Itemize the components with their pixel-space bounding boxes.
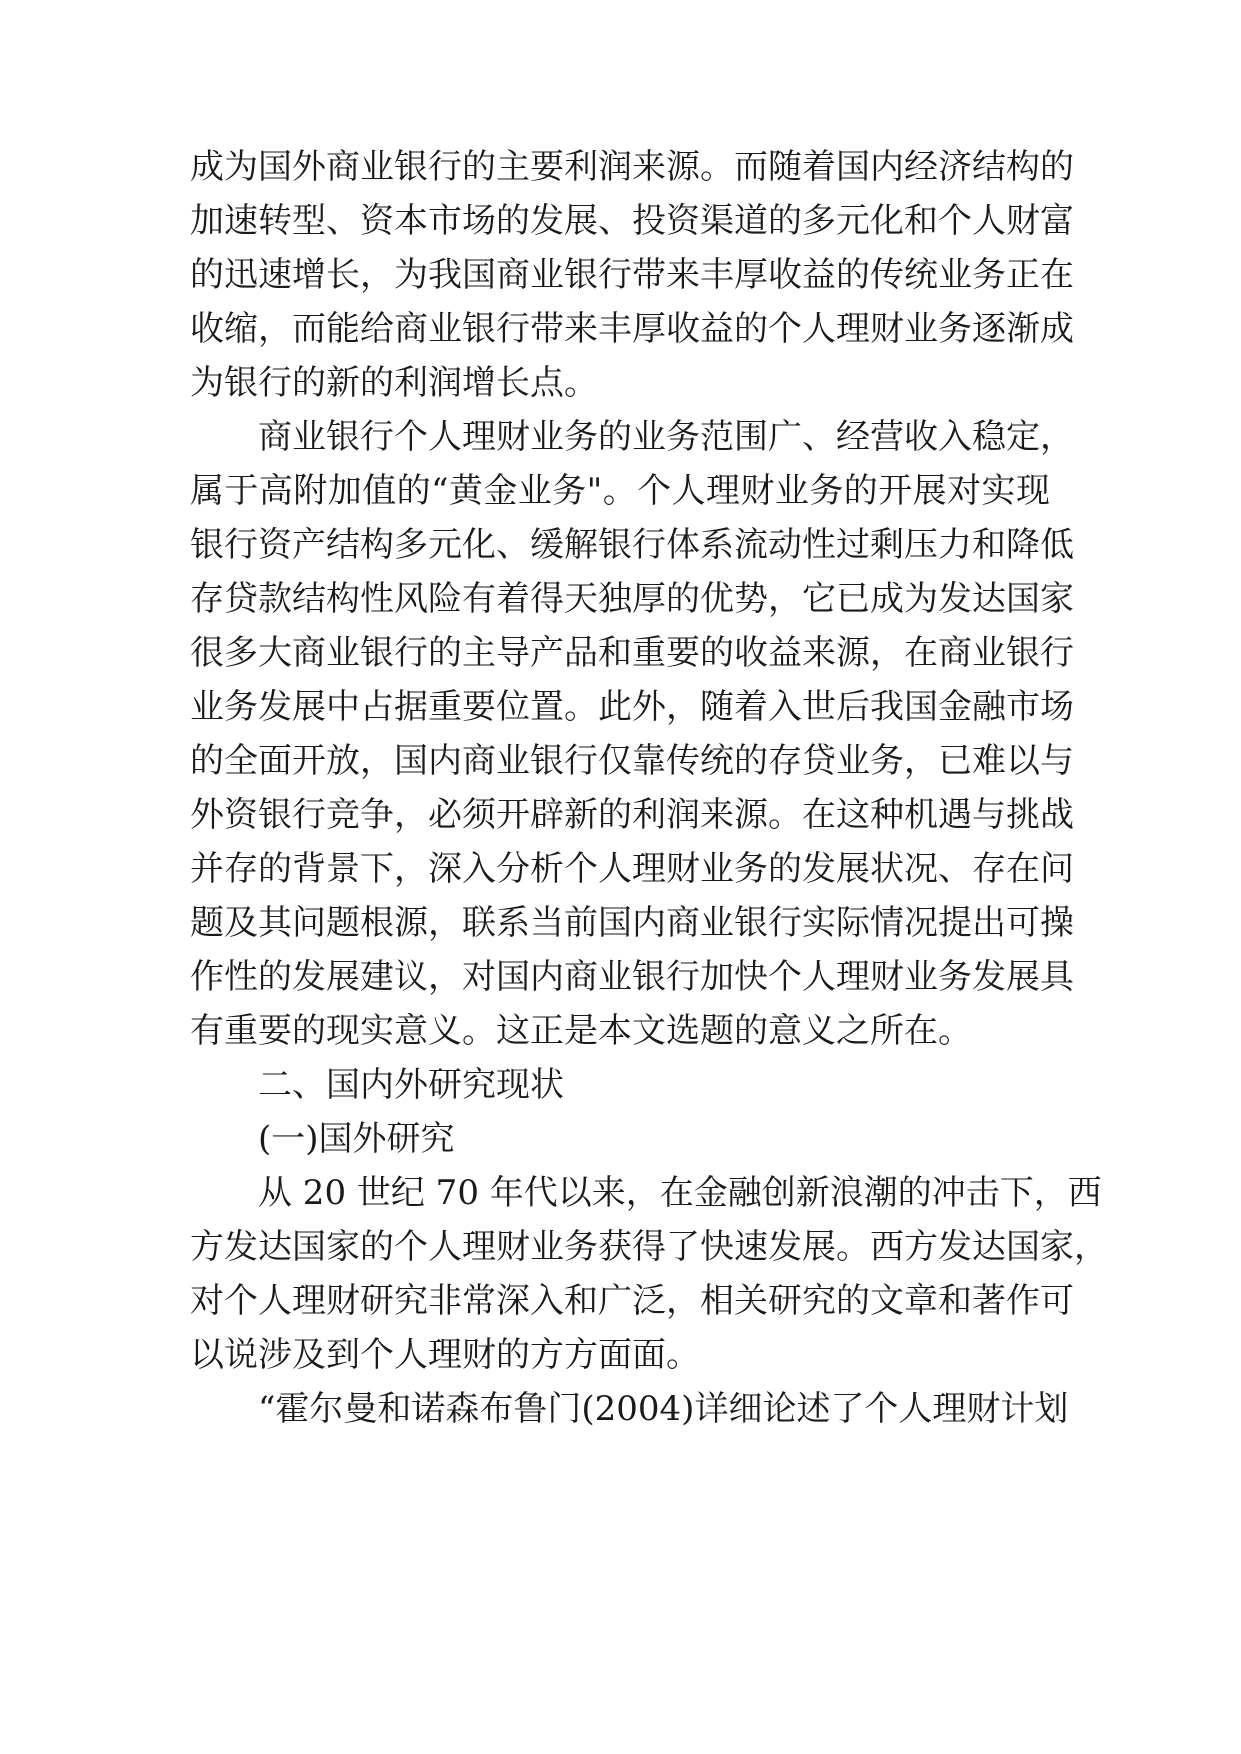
text-line: 以说涉及到个人理财的方方面面。 [190,1335,700,1375]
text-line: 作性的发展建议，对国内商业银行加快个人理财业务发展具 [190,957,1074,997]
text-line: 题及其问题根源，联系当前国内商业银行实际情况提出可操 [190,903,1074,943]
text-line: 的全面开放，国内商业银行仅靠传统的存贷业务，已难以与 [190,741,1074,781]
text-line: 并存的背景下，深入分析个人理财业务的发展状况、存在问 [190,849,1074,889]
subsection-heading: (一)国外研究 [258,1119,455,1159]
text-line: 成为国外商业银行的主要利润来源。而随着国内经济结构的 [190,147,1074,187]
text-line: 有重要的现实意义。这正是本文选题的意义之所在。 [190,1011,972,1051]
text-line: 银行资产结构多元化、缓解银行体系流动性过剩压力和降低 [190,525,1074,565]
text-line: 为银行的新的利润增长点。 [190,363,598,403]
text-line: 外资银行竞争，必须开辟新的利润来源。在这种机遇与挑战 [190,795,1074,835]
text-line: 属于高附加值的“黄金业务"。个人理财业务的开展对实现 [190,471,1050,511]
text-line: 很多大商业银行的主导产品和重要的收益来源，在商业银行 [190,633,1074,673]
text-line: 收缩，而能给商业银行带来丰厚收益的个人理财业务逐渐成 [190,309,1074,349]
paragraph-first-line: 商业银行个人理财业务的业务范围广、经营收入稳定， [258,417,1074,457]
text-line: 加速转型、资本市场的发展、投资渠道的多元化和个人财富 [190,201,1074,241]
paragraph-first-line: 从 20 世纪 70 年代以来，在金融创新浪潮的冲击下，西 [258,1173,1102,1213]
paragraph-first-line: “霍尔曼和诺森布鲁门(2004)详细论述了个人理财计划 [258,1389,1069,1429]
text-line: 方发达国家的个人理财业务获得了快速发展。西方发达国家， [190,1227,1108,1267]
text-line: 业务发展中占据重要位置。此外，随着入世后我国金融市场 [190,687,1074,727]
text-line: 的迅速增长，为我国商业银行带来丰厚收益的传统业务正在 [190,255,1074,295]
text-line: 存贷款结构性风险有着得天独厚的优势，它已成为发达国家 [190,579,1074,619]
text-line: 对个人理财研究非常深入和广泛，相关研究的文章和著作可 [190,1281,1074,1321]
section-heading: 二、国内外研究现状 [258,1065,564,1105]
